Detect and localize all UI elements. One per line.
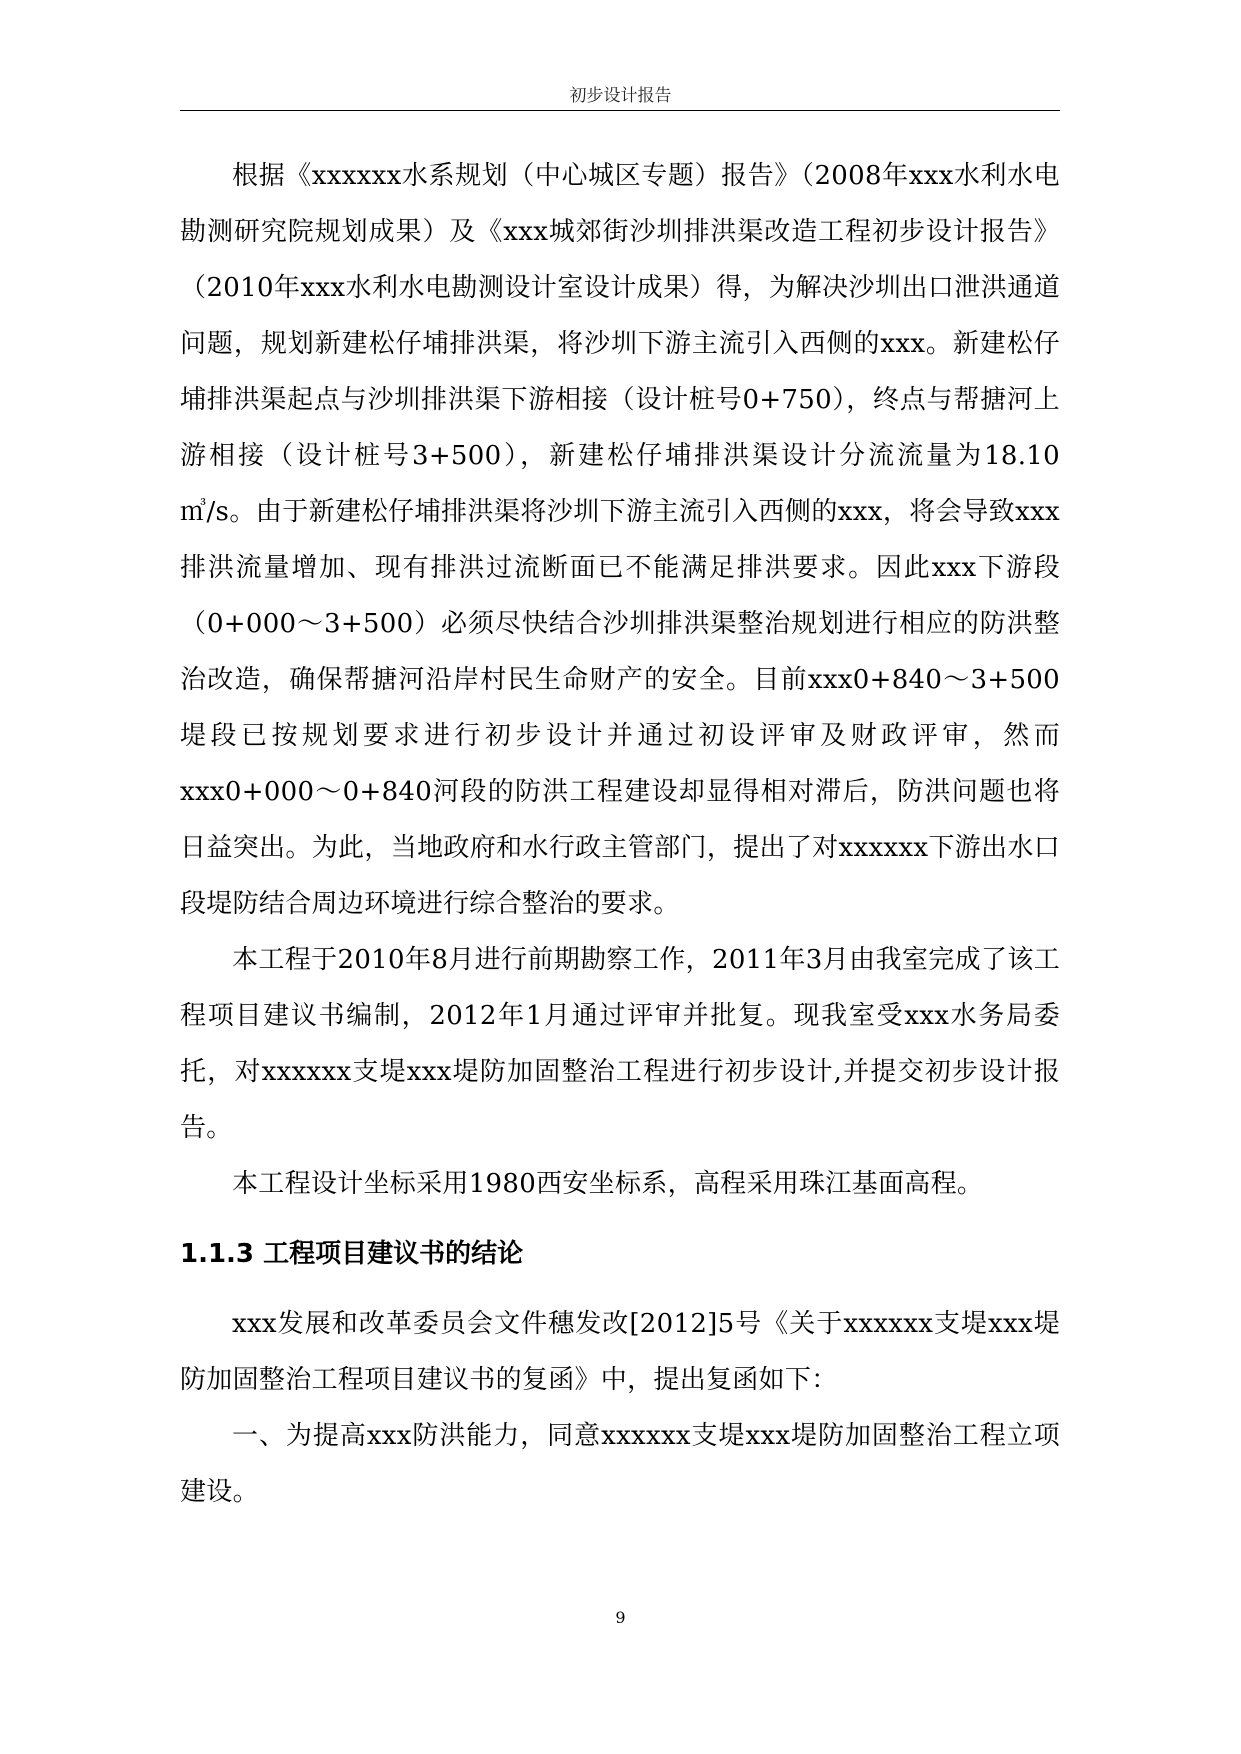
section-heading: 1.1.3 工程项目建议书的结论 <box>180 1239 524 1269</box>
running-header-title: 初步设计报告 <box>569 86 672 106</box>
header-divider <box>180 110 1060 111</box>
paragraph-background: 根据《xxxxxx水系规划（中心城区专题）报告》（2008年xxx水利水电勘测研究院规划成果）及《xxx城郊街沙圳排洪渠改造工程初步设计报告》（2010年xxx水利水电勘测设计室设计成果）得，为解决沙圳出口泄洪通道问题，规划新建松仔埔排洪渠，将沙圳下游主流引入西侧的xxx。新建松仔埔排洪渠起点与沙圳排洪渠下游相接（设计桩号0+750），终点与帮搪河上游相接（设计桩号3+500），新建松仔埔排洪渠设计分流流量为18.10㎥/s。由于新建松仔埔排洪渠将沙圳下游主流引入西侧的xxx，将会导致xxx排洪流量增加、现有排洪过流断面已不能满足排洪要求。因此xxx下游段（0+000～3+500）必须尽快结合沙圳排洪渠整治规划进行相应的防洪整治改造，确保帮搪河沿岸村民生命财产的安全。目前xxx0+840～3+500堤段已按规划要求进行初步设计并通过初设评审及财政评审，然而xxx0+000～0+840河段的防洪工程建设却显得相对滞后，防洪问题也将日益突出。为此，当地政府和水行政主管部门，提出了对xxxxxx下游出水口段堤防结合周边环境进行综合整治的要求。 <box>180 161 1060 919</box>
paragraph-reply-letter: xxx发展和改革委员会文件穗发改[2012]5号《关于xxxxxx支堤xxx堤防加固整治工程项目建议书的复函》中，提出复函如下： <box>180 1309 1060 1395</box>
page-number: 9 <box>615 1608 626 1627</box>
page-body <box>180 148 1060 1520</box>
paragraph-project-history: 本工程于2010年8月进行前期勘察工作，2011年3月由我室完成了该工程项目建议书编制，2012年1月通过评审并批复。现我室受xxx水务局委托，对xxxxxx支堤xxx堤防加固整治工程进行初步设计,并提交初步设计报告。 <box>180 945 1060 1143</box>
paragraph-conclusion-item-1: 一、为提高xxx防洪能力，同意xxxxxx支堤xxx堤防加固整治工程立项建设。 <box>180 1421 1060 1507</box>
paragraph-coordinate-system: 本工程设计坐标采用1980西安坐标系，高程采用珠江基面高程。 <box>232 1169 984 1199</box>
